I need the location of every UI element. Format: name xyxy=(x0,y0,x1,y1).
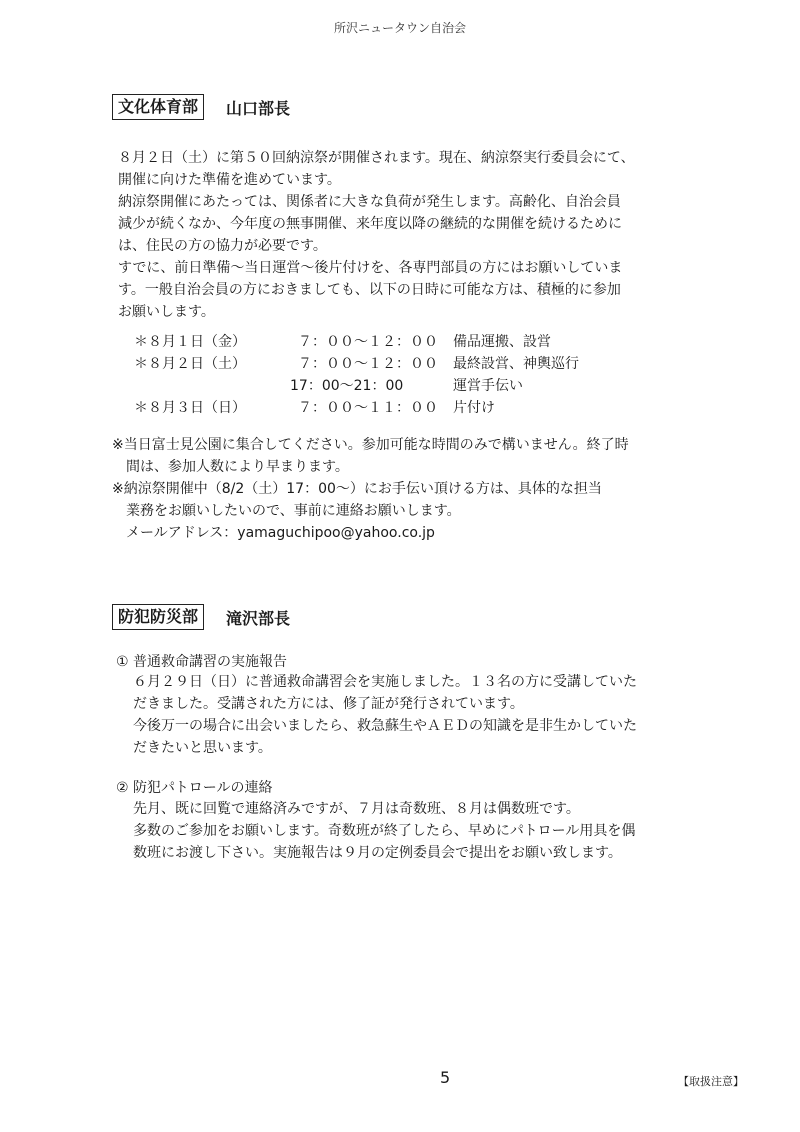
item-line: 数班にお渡し下さい。実施報告は９月の定例委員会で提出をお願い致します。 xyxy=(133,845,622,861)
paragraph-line: す。一般自治会員の方におきましても、以下の日時に可能な方は、積極的に参加 xyxy=(118,282,621,298)
department-label: 文化体育部 xyxy=(112,94,204,120)
page-number: 5 xyxy=(440,1068,451,1087)
schedule-date: ＊８月２日（土） xyxy=(134,356,246,372)
schedule-task: 片付け xyxy=(453,400,495,416)
chief-name: 山口部長 xyxy=(226,98,291,118)
schedule-time: ７：００～１２：００ xyxy=(298,334,438,350)
paragraph-line: 納涼祭開催にあたっては、関係者に大きな負荷が発生します。高齢化、自治会員 xyxy=(118,194,621,210)
note-line: 業務をお願いしたいので、事前に連絡お願いします。 xyxy=(112,503,461,519)
item-title: ① 普通救命講習の実施報告 xyxy=(116,654,288,670)
paragraph-line: お願いします。 xyxy=(118,304,215,320)
section-heading-culture-sports xyxy=(112,94,290,120)
paragraph-line: 減少が続くなか、今年度の無事開催、来年度以降の継続的な開催を続けるために xyxy=(118,216,622,232)
handling-notice: 【取扱注意】 xyxy=(678,1075,744,1088)
chief-name: 滝沢部長 xyxy=(226,608,291,628)
schedule-time: ７：００～１１：００ xyxy=(298,400,438,416)
item-line: 今後万一の場合に出会いましたら、救急蘇生やＡＥＤの知識を是非生かしていた xyxy=(133,718,637,734)
schedule-task: 運営手伝い xyxy=(453,378,523,394)
schedule-time: ７：００～１２：００ xyxy=(298,356,438,372)
item-line: だきました。受講された方には、修了証が発行されています。 xyxy=(133,696,524,712)
schedule-task: 備品運搬、設営 xyxy=(453,334,551,350)
item-line: ６月２９日（日）に普通救命講習会を実施しました。１３名の方に受講していた xyxy=(133,674,637,690)
note-line: ※納涼祭開催中（8/2（土）17：00～）にお手伝い頂ける方は、具体的な担当 xyxy=(112,481,602,497)
page-header: 所沢ニュータウン自治会 xyxy=(333,21,466,35)
schedule-task: 最終設営、神輿巡行 xyxy=(453,356,579,372)
paragraph-line: 開催に向けた準備を進めています。 xyxy=(118,172,341,188)
item-line: だきたいと思います。 xyxy=(133,740,272,756)
email-line: メールアドレス：yamaguchipoo@yahoo.co.jp xyxy=(112,525,435,541)
paragraph-line: は、住民の方の協力が必要です。 xyxy=(118,238,327,254)
schedule-date: ＊８月１日（金） xyxy=(134,334,246,350)
item-line: 先月、既に回覧で連絡済みですが、７月は奇数班、８月は偶数班です。 xyxy=(133,801,580,817)
note-line: 間は、参加人数により早まります。 xyxy=(112,459,349,475)
item-title: ② 防犯パトロールの連絡 xyxy=(116,780,273,796)
note-line: ※当日富士見公園に集合してください。参加可能な時間のみで構いません。終了時 xyxy=(112,437,629,453)
schedule-time: 17：00～21：00 xyxy=(290,378,404,394)
item-line: 多数のご参加をお願いします。奇数班が終了したら、早めにパトロール用具を偶 xyxy=(133,823,636,839)
paragraph-line: ８月２日（土）に第５０回納涼祭が開催されます。現在、納涼祭実行委員会にて、 xyxy=(118,150,635,166)
schedule-date: ＊８月３日（日） xyxy=(134,400,246,416)
section-heading-crime-disaster xyxy=(112,604,290,630)
department-label: 防犯防災部 xyxy=(112,604,204,630)
paragraph-line: すでに、前日準備～当日運営～後片付けを、各専門部員の方にはお願いしていま xyxy=(118,260,623,276)
